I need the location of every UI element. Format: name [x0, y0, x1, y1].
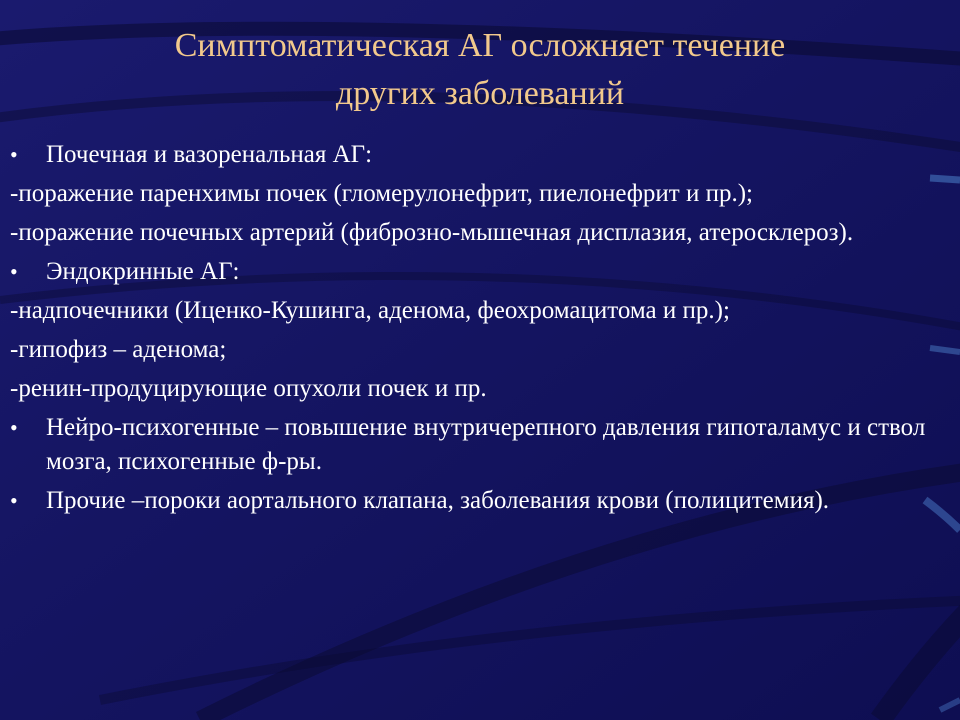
slide-title-line-1: Симптоматическая АГ осложняет течение: [174, 27, 786, 64]
list-item: [10, 294, 940, 328]
list-item: [10, 177, 940, 211]
list-item-text: Эндокринные АГ:: [46, 258, 240, 285]
slide-title: [40, 22, 920, 118]
list-item-text: -поражение паренхимы почек (гломерулонефрит, пиелонефрит и пр.);: [10, 180, 754, 207]
list-item: [10, 255, 940, 289]
list-item-text: Нейро-психогенные – повышение внутричерепного давления гипоталамус и ствол мозга, психогенные ф-ры.: [46, 414, 926, 475]
bullet-icon: •: [10, 488, 18, 513]
slide-title-line-2: других заболеваний: [335, 75, 625, 112]
list-item: [10, 372, 940, 406]
list-item-text: -надпочечники (Иценко-Кушинга, аденома, феохромацитома и пр.);: [10, 297, 730, 324]
list-item-text: -ренин-продуцирующие опухоли почек и пр.: [10, 375, 487, 402]
bullet-icon: •: [10, 142, 18, 167]
list-item: [10, 333, 940, 367]
list-item: [10, 484, 940, 518]
list-item: [10, 411, 940, 479]
bullet-icon: •: [10, 259, 18, 284]
list-item: [10, 216, 940, 250]
slide-content: [10, 138, 940, 523]
list-item-text: -поражение почечных артерий (фиброзно-мышечная дисплазия, атеросклероз).: [10, 219, 854, 246]
list-item-text: Прочие –пороки аортального клапана, заболевания крови (полицитемия).: [46, 487, 830, 514]
bullet-icon: •: [10, 415, 18, 440]
list-item: [10, 138, 940, 172]
list-item-text: -гипофиз – аденома;: [10, 336, 227, 363]
list-item-text: Почечная и вазоренальная АГ:: [46, 141, 373, 168]
